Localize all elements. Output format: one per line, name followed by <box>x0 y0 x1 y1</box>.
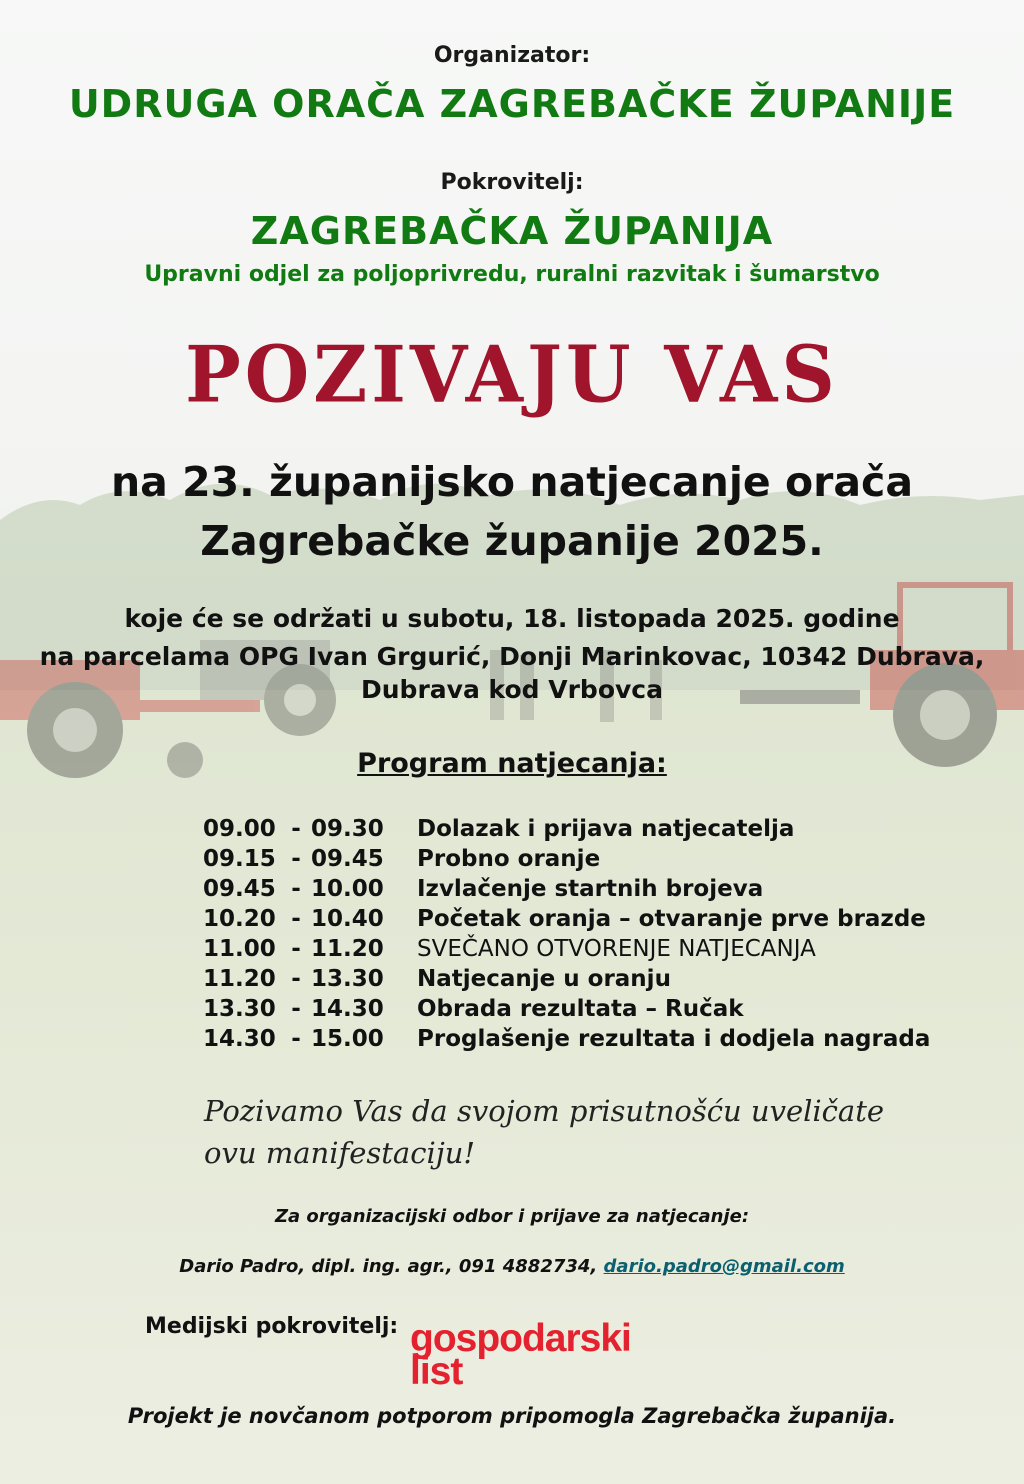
start-time: 09.45 <box>203 876 276 902</box>
schedule-row <box>203 1024 930 1054</box>
sponsor-department: Upravni odjel za poljoprivredu, ruralni razvitak i šumarstvo <box>144 262 880 287</box>
end-time: 15.00 <box>311 1026 384 1052</box>
organizer-name: UDRUGA ORAČA ZAGREBAČKE ŽUPANIJE <box>68 82 956 126</box>
activity: Proglašenje rezultata i dodjela nagrada <box>417 1026 931 1052</box>
schedule-row <box>203 874 930 904</box>
gospodarski-list-logo <box>410 1317 631 1393</box>
end-time: 14.30 <box>311 996 384 1022</box>
end-time: 11.20 <box>311 936 384 962</box>
end-time: 10.00 <box>311 876 384 902</box>
time-dash: - <box>291 816 301 842</box>
activity: Natjecanje u oranju <box>417 966 671 992</box>
headline-line1: na 23. županijsko natjecanje orača <box>110 458 914 506</box>
schedule-row <box>203 814 930 844</box>
time-dash: - <box>291 966 301 992</box>
activity: Izvlačenje startnih brojeva <box>417 876 764 902</box>
activity: Obrada rezultata – Ručak <box>417 996 744 1022</box>
schedule-row <box>203 994 930 1024</box>
start-time: 13.30 <box>203 996 276 1022</box>
time-dash: - <box>291 846 301 872</box>
details-line1: koje će se održati u subotu, 18. listopada 2025. godine <box>124 604 900 633</box>
activity: SVEČANO OTVORENJE NATJECANJA <box>417 936 816 962</box>
footer-note: Projekt je novčanom potporom pripomogla Zagrebačka županija. <box>127 1404 897 1428</box>
program-title: Program natjecanja: <box>357 748 667 779</box>
activity: Probno oranje <box>417 846 601 872</box>
contact-text: Dario Padro, dipl. ing. agr., 091 4882734, <box>179 1256 598 1277</box>
contact-label: Za organizacijski odbor i prijave za natjecanje: <box>274 1206 750 1227</box>
closing-line2: ovu manifestaciju! <box>204 1136 476 1170</box>
sponsor-label: Pokrovitelj: <box>440 170 584 195</box>
activity: Početak oranja – otvaranje prve brazde <box>417 906 926 932</box>
sponsor-name: ZAGREBAČKA ŽUPANIJA <box>250 209 774 253</box>
schedule-row <box>203 904 930 934</box>
time-dash: - <box>291 936 301 962</box>
organizer-label: Organizator: <box>433 43 591 68</box>
schedule-row <box>203 844 930 874</box>
time-dash: - <box>291 996 301 1022</box>
start-time: 09.15 <box>203 846 276 872</box>
closing-line1: Pozivamo Vas da svojom prisutnošću uveličate <box>204 1094 885 1128</box>
start-time: 09.00 <box>203 816 276 842</box>
end-time: 10.40 <box>311 906 384 932</box>
contact-email-link[interactable]: dario.padro@gmail.com <box>603 1256 845 1277</box>
start-time: 14.30 <box>203 1026 276 1052</box>
headline-line2: Zagrebačke županije 2025. <box>200 517 824 565</box>
start-time: 11.00 <box>203 936 276 962</box>
logo-line2: list <box>410 1350 463 1393</box>
details-line3: Dubrava kod Vrbovca <box>361 675 663 704</box>
schedule-row <box>203 964 930 994</box>
start-time: 11.20 <box>203 966 276 992</box>
logo-line1: gospodarski <box>410 1317 631 1360</box>
contact-line <box>0 1256 1024 1277</box>
time-dash: - <box>291 906 301 932</box>
details-line2: na parcelama OPG Ivan Grgurić, Donji Marinkovac, 10342 Dubrava, <box>39 642 985 671</box>
end-time: 13.30 <box>311 966 384 992</box>
end-time: 09.45 <box>311 846 384 872</box>
program-schedule <box>203 814 930 1054</box>
media-sponsor-label: Medijski pokrovitelj: <box>145 1314 399 1339</box>
time-dash: - <box>291 1026 301 1052</box>
start-time: 10.20 <box>203 906 276 932</box>
activity: Dolazak i prijava natjecatelja <box>417 816 795 842</box>
invite-title: POZIVAJU VAS <box>185 329 839 421</box>
end-time: 09.30 <box>311 816 384 842</box>
schedule-row <box>203 934 930 964</box>
time-dash: - <box>291 876 301 902</box>
closing-invitation <box>204 1090 884 1174</box>
